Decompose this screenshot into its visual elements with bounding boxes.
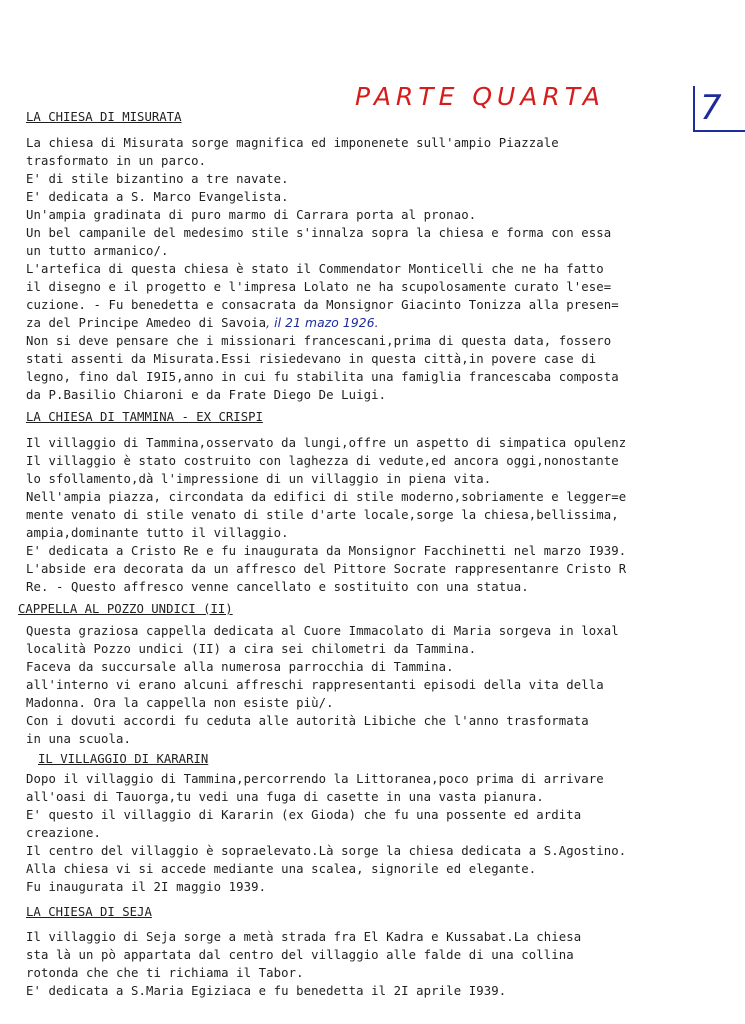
text-line: L'artefica di questa chiesa è stato il Commendator Monticelli che ne ha fatto — [26, 262, 604, 276]
section-heading: LA CHIESA DI SEJA — [26, 905, 152, 919]
text-line: Il villaggio di Seja sorge a metà strada fra El Kadra e Kussabat.La chiesa — [26, 930, 582, 944]
text-line: Il centro del villaggio è sopraelevato.Là sorge la chiesa dedicata a S.Agostino. — [26, 844, 627, 858]
text-line: Un bel campanile del medesimo stile s'innalza sopra la chiesa e forma con essa — [26, 226, 612, 240]
text-line: un tutto armanico/. — [26, 244, 169, 258]
text-line: La chiesa di Misurata sorge magnifica ed imponenete sull'ampio Piazzale — [26, 136, 559, 150]
text-line: E' di stile bizantino a tre navate. — [26, 172, 289, 186]
section-heading: IL VILLAGGIO DI KARARIN — [38, 752, 209, 766]
text-line: mente venato di stile venato di stile d'arte locale,sorge la chiesa,bellissima, — [26, 508, 619, 522]
text-line: Il villaggio è stato costruito con laghezza di vedute,ed ancora oggi,nonostante — [26, 454, 619, 468]
text-line: sta là un pò appartata dal centro del villaggio alle falde di una collina — [26, 948, 574, 962]
text-line: località Pozzo undici (II) a cira sei chilometri da Tammina. — [26, 642, 477, 656]
text-line: cuzione. - Fu benedetta e consacrata da Monsignor Giacinto Tonizza alla presen= — [26, 298, 619, 312]
text-line: Faceva da succursale alla numerosa parrocchia di Tammina. — [26, 660, 454, 674]
text-line: all'oasi di Tauorga,tu vedi una fuga di casette in una vasta pianura. — [26, 790, 544, 804]
text-line: Madonna. Ora la cappella non esiste più/. — [26, 696, 334, 710]
text-line: creazione. — [26, 826, 102, 840]
text-line: E' dedicata a S. Marco Evangelista. — [26, 190, 289, 204]
text-line: rotonda che che ti richiama il Tabor. — [26, 966, 304, 980]
text-line: ampia,dominante tutto il villaggio. — [26, 526, 289, 540]
handwritten-annotation: , il 21 mazo 1926. — [266, 316, 379, 330]
section-heading: LA CHIESA DI TAMMINA - EX CRISPI — [26, 410, 263, 424]
text-line: Alla chiesa vi si accede mediante una scalea, signorile ed elegante. — [26, 862, 537, 876]
text-line — [26, 316, 379, 330]
text-line: lo sfollamento,dà l'impressione di un villaggio in piena vita. — [26, 472, 492, 486]
text-line: Un'ampia gradinata di puro marmo di Carrara porta al pronao. — [26, 208, 477, 222]
text-line: in una scuola. — [26, 732, 132, 746]
text-line: legno, fino dal I9I5,anno in cui fu stabilita una famiglia francescaba composta — [26, 370, 619, 384]
page-number-frame-horizontal — [693, 130, 745, 132]
text-line: Questa graziosa cappella dedicata al Cuore Immacolato di Maria sorgeva in loxal — [26, 624, 619, 638]
text-line: E' questo il villaggio di Kararin (ex Gioda) che fu una possente ed ardita — [26, 808, 582, 822]
text-line: Fu inaugurata il 2I maggio 1939. — [26, 880, 267, 894]
text-line: Il villaggio di Tammina,osservato da lungi,offre un aspetto di simpatica opulenz — [26, 436, 627, 450]
text-line: all'interno vi erano alcuni affreschi rappresentanti episodi della vita della — [26, 678, 604, 692]
text-line: Nell'ampia piazza, circondata da edifici di stile moderno,sobriamente e legger=e — [26, 490, 627, 504]
text-line: Re. - Questo affresco venne cancellato e sostituito con una statua. — [26, 580, 529, 594]
text-segment: za del Principe Amedeo di Savoia — [26, 316, 267, 330]
text-line: Con i dovuti accordi fu ceduta alle autorità Libiche che l'anno trasformata — [26, 714, 589, 728]
page-number-frame-vertical — [693, 86, 695, 132]
text-line: Non si deve pensare che i missionari francescani,prima di questa data, fossero — [26, 334, 612, 348]
text-line: stati assenti da Misurata.Essi risiedevano in questa città,in povere case di — [26, 352, 597, 366]
text-line: L'abside era decorata da un affresco del Pittore Socrate rappresentanre Cristo R — [26, 562, 627, 576]
text-line: trasformato in un parco. — [26, 154, 207, 168]
text-line: Dopo il villaggio di Tammina,percorrendo la Littoranea,poco prima di arrivare — [26, 772, 604, 786]
text-line: da P.Basilio Chiaroni e da Frate Diego De Luigi. — [26, 388, 387, 402]
page-number: 7 — [700, 88, 722, 128]
text-line: E' dedicata a S.Maria Egiziaca e fu benedetta il 2I aprile I939. — [26, 984, 507, 998]
text-line: E' dedicata a Cristo Re e fu inaugurata da Monsignor Facchinetti nel marzo I939. — [26, 544, 627, 558]
section-heading: CAPPELLA AL POZZO UNDICI (II) — [18, 602, 233, 616]
text-line: il disegno e il progetto e l'impresa Lolato ne ha scupolosamente curato l'ese= — [26, 280, 612, 294]
section-heading: LA CHIESA DI MISURATA — [26, 110, 182, 124]
handwritten-title: PARTE QUARTA — [355, 82, 605, 111]
